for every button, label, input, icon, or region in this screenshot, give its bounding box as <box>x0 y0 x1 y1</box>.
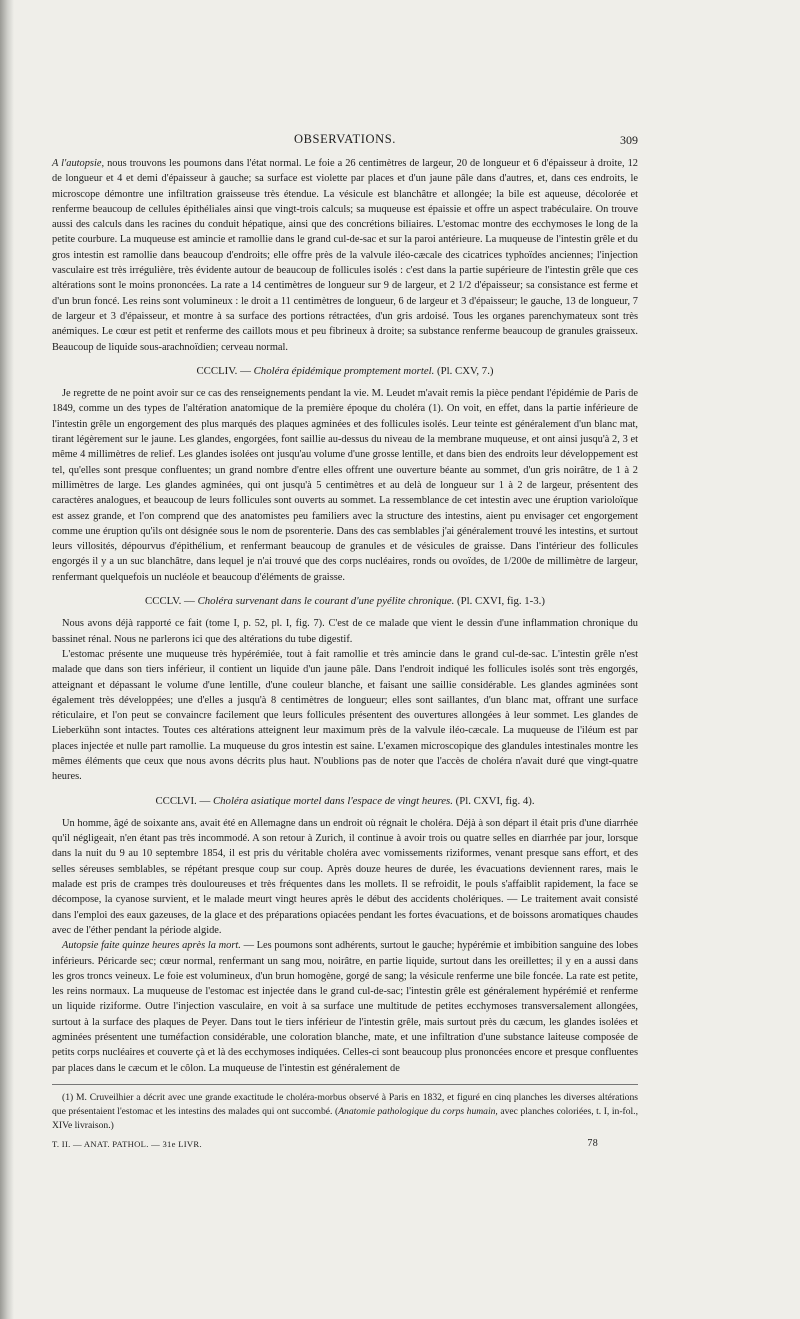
case-356-autopsy-paragraph <box>52 938 638 1076</box>
case-354-paragraph: Je regrette de ne point avoir sur ce cas des renseignements pendant la vie. M. Leudet m'avait remis la pièce pendant l'épidémie de Paris de 1849, comme un des types de l'altération anatomique de la première époque du choléra (1). On voit, en effet, dans la partie inférieure de l'intestin grêle un engorgement des plus marqués des plaques agminées et des follicules isolés. Leur teinte est généralement d'un blanc mat, tirant légèrement sur le jaune. Les glandes, engorgées, font saillie au-dessus du niveau de la membrane muqueuse, et ont ainsi jusqu'à 2, 3 et même 4 millimètres de relief. Les glandes isolées ont jusqu'au volume d'une grosse lentille, et dans bien des endroits leur développement est tel, qu'elles sont presque confluentes; un grand nombre d'entre elles offrent une ouverture béante au sommet, d'un gris noirâtre, de 1 à 2 millimètres de large. Les glandes agminées, qui ont jusqu'à 5 centimètres et au delà de longueur sur 1 à 2 de largeur, présentent des caractères analogues, et beaucoup de leurs follicules sont ouverts au sommet. La ressemblance de cet intestin avec une éruption varioloïque est assez grande, et l'on comprend que des anatomistes peu familiers avec la structure des intestins, aient pu envisager cet engorgement comme une éruption qu'ils ont désignée sous le nom de psorenterie. Dans des cas semblables j'ai généralement trouvé les intestins, et surtout leurs villosités, dépourvus d'épithélium, et renfermant beaucoup de granules et de vésicules de graisse. Dans l'intérieur des follicules engorgés il y a un suc blanchâtre, dans lequel je n'ai trouvé que des corps nucléaires, ronds ou ovoïdes, de 1/200e de millimètre de largeur, renfermant quelquefois un nucléole et beaucoup d'éléments de graisse. <box>52 388 638 583</box>
autopsy-text: nous trouvons les poumons dans l'état normal. Le foie a 26 centimètres de largeur, 20 de longueur et 6 d'épaisseur à droite, 12 de longueur et 4 et demi d'épaisseur à gauche; sa surface est violette par places et d'un jaune pâle dans d'autres, et, dans ces endroits, le microscope démontre une infiltration graisseuse très étendue. La vésicule est blanchâtre et allongée; la bile est aqueuse, décolorée et renferme beaucoup de cellules épithéliales ainsi que vingt-trois calculs; sa muqueuse est épaissie et offre un aspect trabéculaire. On trouve aussi des calculs dans les racines du conduit hépatique, ainsi que des concrétions biliaires. L'estomac montre des ecchymoses le long de la petite courbure. La muqueuse est amincie et ramollie dans le grand cul-de-sac et sur la paroi antérieure. La muqueuse de l'intestin grêle et du gros intestin est ramollie dans beaucoup d'endroits; elle offre près de la valvule iléo-cæcale des cicatrices typhoïdes anciennes; l'injection vasculaire est très irrégulière, très évidente autour de beaucoup de follicules isolés : c'est dans la partie supérieure de l'intestin grêle que ces altérations sont le moins prononcées. La rate a 14 centimètres de longueur sur 9 de largeur, et 2 1/2 d'épaisseur; sa consistance est ferme et d'un brun foncé. Les reins sont volumineux : le droit a 11 centimètres de longueur, 6 de largeur et 3 d'épaisseur; le gauche, 13 de longueur, 7 de largeur et 3 d'épaisseur, et montre à sa surface des portions rétractées, d'un gris ardoisé. Tous les organes parenchymateux sont très anémiques. Le cœur est petit et renferme des caillots mous et peu fibrineux à droite; sa substance renferme beaucoup de granules graisseux. Beaucoup de liquide sous-arachnoïdien; cerveau normal. <box>52 158 638 353</box>
page-number: 309 <box>620 133 638 147</box>
case-title: Choléra asiatique mortel dans l'espace de vingt heures. <box>212 794 453 807</box>
case-number: CCCLIV. — <box>196 364 254 377</box>
footnote-work-title: Anatomie pathologique du corps humain, <box>338 1105 498 1117</box>
case-ref: (Pl. CXVI, fig. 1-3.) <box>454 595 545 608</box>
case-ref: (Pl. CXV, 7.) <box>434 364 494 377</box>
autopsy-paragraph <box>52 156 638 355</box>
autopsy-lead: A l'autopsie, <box>52 158 105 169</box>
case-ref: (Pl. CXVI, fig. 4). <box>452 794 535 807</box>
page <box>52 132 638 1153</box>
case-355-paragraph-1: Nous avons déjà rapporté ce fait (tome I, p. 52, pl. I, fig. 7). C'est de ce malade que vient le dessin d'une inflammation chronique du bassinet rénal. Nous ne parlerons ici que des altérations du tube digestif. <box>52 618 638 645</box>
case-number: CCCLV. — <box>145 595 198 608</box>
case-title: Choléra survenant dans le courant d'une pyélite chronique. <box>197 595 455 608</box>
sheet-number: 78 <box>587 1137 598 1149</box>
autopsy-text: — Les poumons sont adhérents, surtout le gauche; hypérémie et imbibition sanguine des lobes inférieurs. Péricarde sec; cœur normal, renfermant un sang mou, noirâtre, en partie liquide, surtout dans les oreillettes; il y en a aussi dans les gros troncs veineux. Le foie est volumineux, d'un brun homogène, gorgé de sang; la vésicule renferme une bile foncée. La rate est petite, les reins normaux. La muqueuse de l'estomac est injectée dans le grand cul-de-sac; l'intestin grêle est généralement hypérémié et renferme un liquide riziforme. Outre l'injection vasculaire, en voit à sa surface une multitude de petites ecchymoses transversalement allongées, surtout à la surface des plaques de Peyer. Dans tout le tiers inférieur de l'intestin grêle, mais surtout près du cæcum, les glandes isolées et agminées présentent une tuméfaction considérable, une coloration blanche, mate, et une infiltration d'une substance laiteuse composée de petits corps nucléaires et couverte çà et là des ecchymoses indiquées. Celles-ci sont beaucoup plus prononcées encore et presque confluentes par places dans le cæcum et le côlon. La muqueuse de l'intestin est généralement de <box>52 940 638 1074</box>
case-title: Choléra épidémique promptement mortel. <box>253 364 435 377</box>
case-heading-356 <box>52 794 638 809</box>
autopsy-lead: Autopsie faite quinze heures après la mort. <box>62 940 241 952</box>
page-header <box>52 132 638 154</box>
case-356-paragraph-1: Un homme, âgé de soixante ans, avait été en Allemagne dans un endroit où régnait le choléra. Déjà à son départ il était pris d'une diarrhée qu'il négligeait, n'en étant pas très incommodé. A son retour à Zurich, il continue à avoir trois ou quatre selles en diarrhée par jour, lorsque dans la nuit du 9 au 10 septembre 1854, il est pris du véritable choléra avec vomissements riziformes, venant presque sans effort, et des selles séreuses semblables, se répétant presque coup sur coup. Après douze heures de durée, les évacuations deviennent rares, mais le malade est pris de crampes très douloureuses et très fréquentes dans les mollets. Il se refroidit, le pouls s'affaiblit rapidement, la face se décompose, la cyanose survient, et le malade meurt vingt heures après le début des accidents cholériques. — Le traitement avait consisté dans l'emploi des eaux gazeuses, de la glace et des préparations opiacées pendant les fortes évacuations, et de boissons aromatiques chaudes avec de l'éther pendant la période algide. <box>52 817 638 936</box>
case-number: CCCLVI. — <box>155 794 213 807</box>
signature-line <box>52 1137 638 1153</box>
case-355-paragraph-2: L'estomac présente une muqueuse très hypérémiée, tout à fait ramollie et très amincie dans le grand cul-de-sac. L'intestin grêle n'est malade que dans son tiers inférieur, il contient un liquide d'un jaune pâle. Dans l'endroit indiqué les follicules isolés sont très engorgés, atteignant et dépassant le volume d'une lentille, d'une couleur blanche, et faisant une saillie considérable. Les glandes agminées sont également très développées; une d'elles a jusqu'à 8 centimètres de longueur; elles sont saillantes, d'un blanc mat, offrant une surface réticulaire, et l'on peut se convaincre facilement que leurs follicules présentent des ouvertures allongées à leur sommet. Les glandes de Lieberkühn sont intactes. Toutes ces altérations atteignent leur maximum près de la valvule iléo-cæcale. La muqueuse de l'iléum est par places injectée et nulle part ramollie. La muqueuse du gros intestin est saine. L'examen microscopique des glandules intestinales montre les mêmes éléments que ceux que nous avons décrits plus haut. N'oublions pas de noter que l'accès de choléra n'avait duré que vingt-quatre heures. <box>52 648 638 783</box>
footnote-tail: avec planches coloriées, t. I, in-fol., XIVe livraison.) <box>52 1105 638 1131</box>
case-heading-355 <box>52 594 638 609</box>
binding-shadow <box>0 0 14 1319</box>
footnote-rule <box>52 1084 638 1085</box>
signature-mark: T. II. — ANAT. PATHOL. — 31e LIVR. <box>52 1138 202 1149</box>
footnote <box>52 1091 638 1133</box>
footnote-text: (1) M. Cruveilhier a décrit avec une grande exactitude le choléra-morbus observé à Paris en 1832, et figuré en cinq planches les diverses altérations que présentaient l'estomac et les intestins des malades qui ont succombé. ( <box>52 1091 638 1117</box>
case-heading-354 <box>52 364 638 379</box>
running-title: OBSERVATIONS. <box>293 132 397 146</box>
